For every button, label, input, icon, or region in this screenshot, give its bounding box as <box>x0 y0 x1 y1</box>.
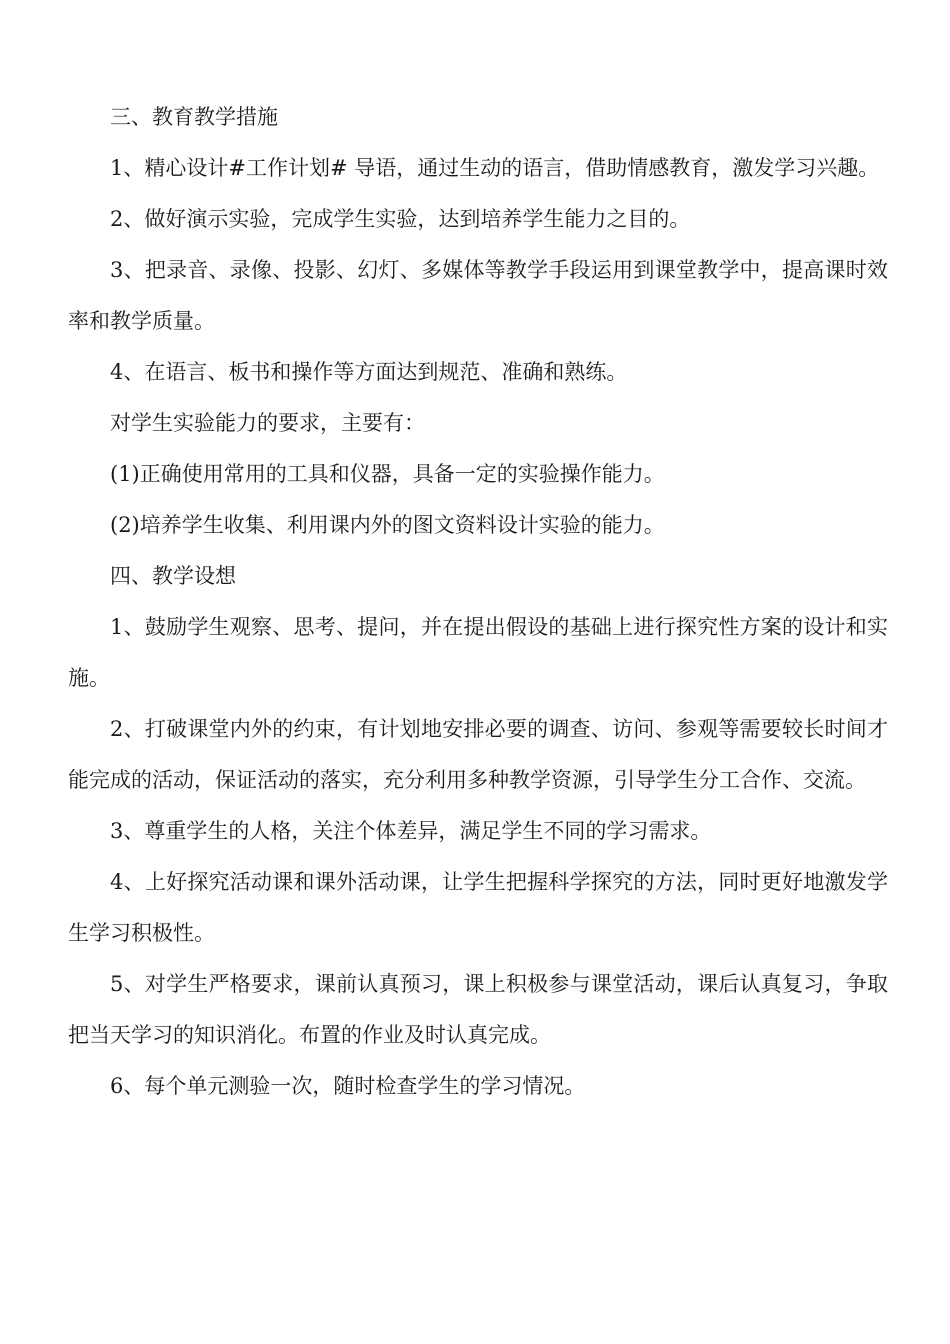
section-heading-three: 三、教育教学措施 <box>110 105 278 129</box>
idea-item-4: 4、上好探究活动课和课外活动课，让学生把握科学探究的方法，同时更好地激发学生学习积极性。 <box>68 870 888 945</box>
idea-item-5: 5、对学生严格要求，课前认真预习，课上积极参与课堂活动，课后认真复习，争取把当天学习的知识消化。布置的作业及时认真完成。 <box>68 972 888 1047</box>
measure-item-3: 3、把录音、录像、投影、幻灯、多媒体等教学手段运用到课堂教学中，提高课时效率和教学质量。 <box>68 258 888 333</box>
section-heading-four: 四、教学设想 <box>110 564 236 588</box>
idea-item-2: 2、打破课堂内外的约束，有计划地安排必要的调查、访问、参观等需要较长时间才能完成的活动，保证活动的落实，充分利用多种教学资源，引导学生分工合作、交流。 <box>68 717 888 792</box>
experiment-requirement-2: (2)培养学生收集、利用课内外的图文资料设计实验的能力。 <box>110 513 665 537</box>
measure-item-4: 4、在语言、板书和操作等方面达到规范、准确和熟练。 <box>110 360 628 384</box>
idea-item-3: 3、尊重学生的人格，关注个体差异，满足学生不同的学习需求。 <box>110 819 712 843</box>
idea-item-6: 6、每个单元测验一次，随时检查学生的学习情况。 <box>110 1074 586 1098</box>
measure-item-2: 2、做好演示实验，完成学生实验，达到培养学生能力之目的。 <box>110 207 691 231</box>
experiment-requirement-1: (1)正确使用常用的工具和仪器，具备一定的实验操作能力。 <box>110 462 665 486</box>
measure-item-1: 1、精心设计#工作计划# 导语，通过生动的语言，借助情感教育，激发学习兴趣。 <box>110 156 880 180</box>
idea-item-1: 1、鼓励学生观察、思考、提问，并在提出假设的基础上进行探究性方案的设计和实施。 <box>68 615 888 690</box>
experiment-requirements-intro: 对学生实验能力的要求，主要有： <box>110 411 425 435</box>
document-body <box>68 92 888 1112</box>
